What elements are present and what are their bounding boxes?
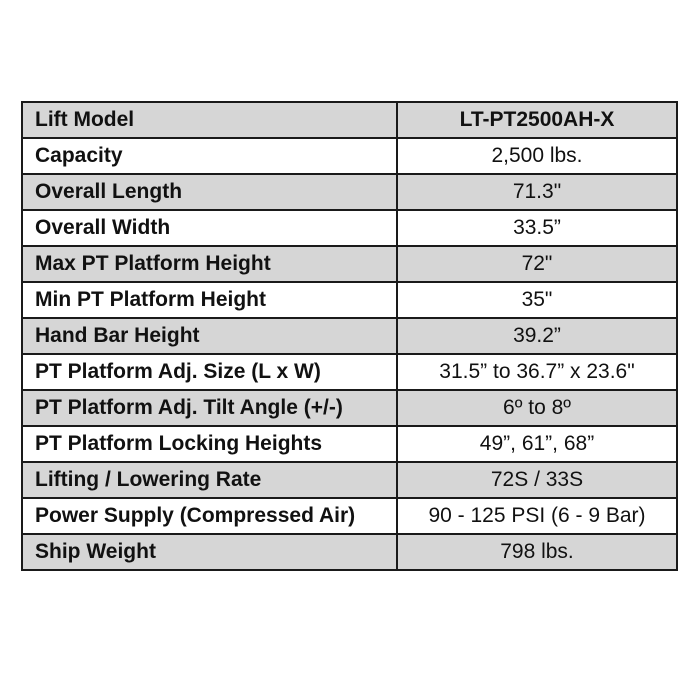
- row-label: Ship Weight: [22, 534, 397, 570]
- row-value: LT-PT2500AH-X: [397, 102, 677, 138]
- spec-table: [21, 101, 678, 571]
- row-value: 49”, 61”, 68”: [397, 426, 677, 462]
- row-label: Overall Width: [22, 210, 397, 246]
- row-value: 72S / 33S: [397, 462, 677, 498]
- row-value: 39.2”: [397, 318, 677, 354]
- table-row-overall-length: [22, 174, 677, 210]
- table-row-ship-weight: [22, 534, 677, 570]
- table-row-platform-adj-size: [22, 354, 677, 390]
- row-value: 6º to 8º: [397, 390, 677, 426]
- table-row-lifting-lowering-rate: [22, 462, 677, 498]
- table-row-platform-tilt-angle: [22, 390, 677, 426]
- row-label: PT Platform Adj. Size (L x W): [22, 354, 397, 390]
- row-label: PT Platform Adj. Tilt Angle (+/-): [22, 390, 397, 426]
- table-row-lift-model: [22, 102, 677, 138]
- row-value: 33.5”: [397, 210, 677, 246]
- row-value: 71.3": [397, 174, 677, 210]
- table-row-overall-width: [22, 210, 677, 246]
- row-value: 31.5” to 36.7” x 23.6": [397, 354, 677, 390]
- row-value: 72": [397, 246, 677, 282]
- row-label: Min PT Platform Height: [22, 282, 397, 318]
- row-label: Capacity: [22, 138, 397, 174]
- row-label: Overall Length: [22, 174, 397, 210]
- row-value: 90 - 125 PSI (6 - 9 Bar): [397, 498, 677, 534]
- table-row-max-platform-height: [22, 246, 677, 282]
- row-label: Lifting / Lowering Rate: [22, 462, 397, 498]
- table-row-capacity: [22, 138, 677, 174]
- row-value: 35": [397, 282, 677, 318]
- row-label: PT Platform Locking Heights: [22, 426, 397, 462]
- table-row-min-platform-height: [22, 282, 677, 318]
- table-row-platform-locking-heights: [22, 426, 677, 462]
- table-row-hand-bar-height: [22, 318, 677, 354]
- row-label: Hand Bar Height: [22, 318, 397, 354]
- row-label: Max PT Platform Height: [22, 246, 397, 282]
- row-value: 2,500 lbs.: [397, 138, 677, 174]
- table-row-power-supply: [22, 498, 677, 534]
- row-label: Lift Model: [22, 102, 397, 138]
- row-value: 798 lbs.: [397, 534, 677, 570]
- row-label: Power Supply (Compressed Air): [22, 498, 397, 534]
